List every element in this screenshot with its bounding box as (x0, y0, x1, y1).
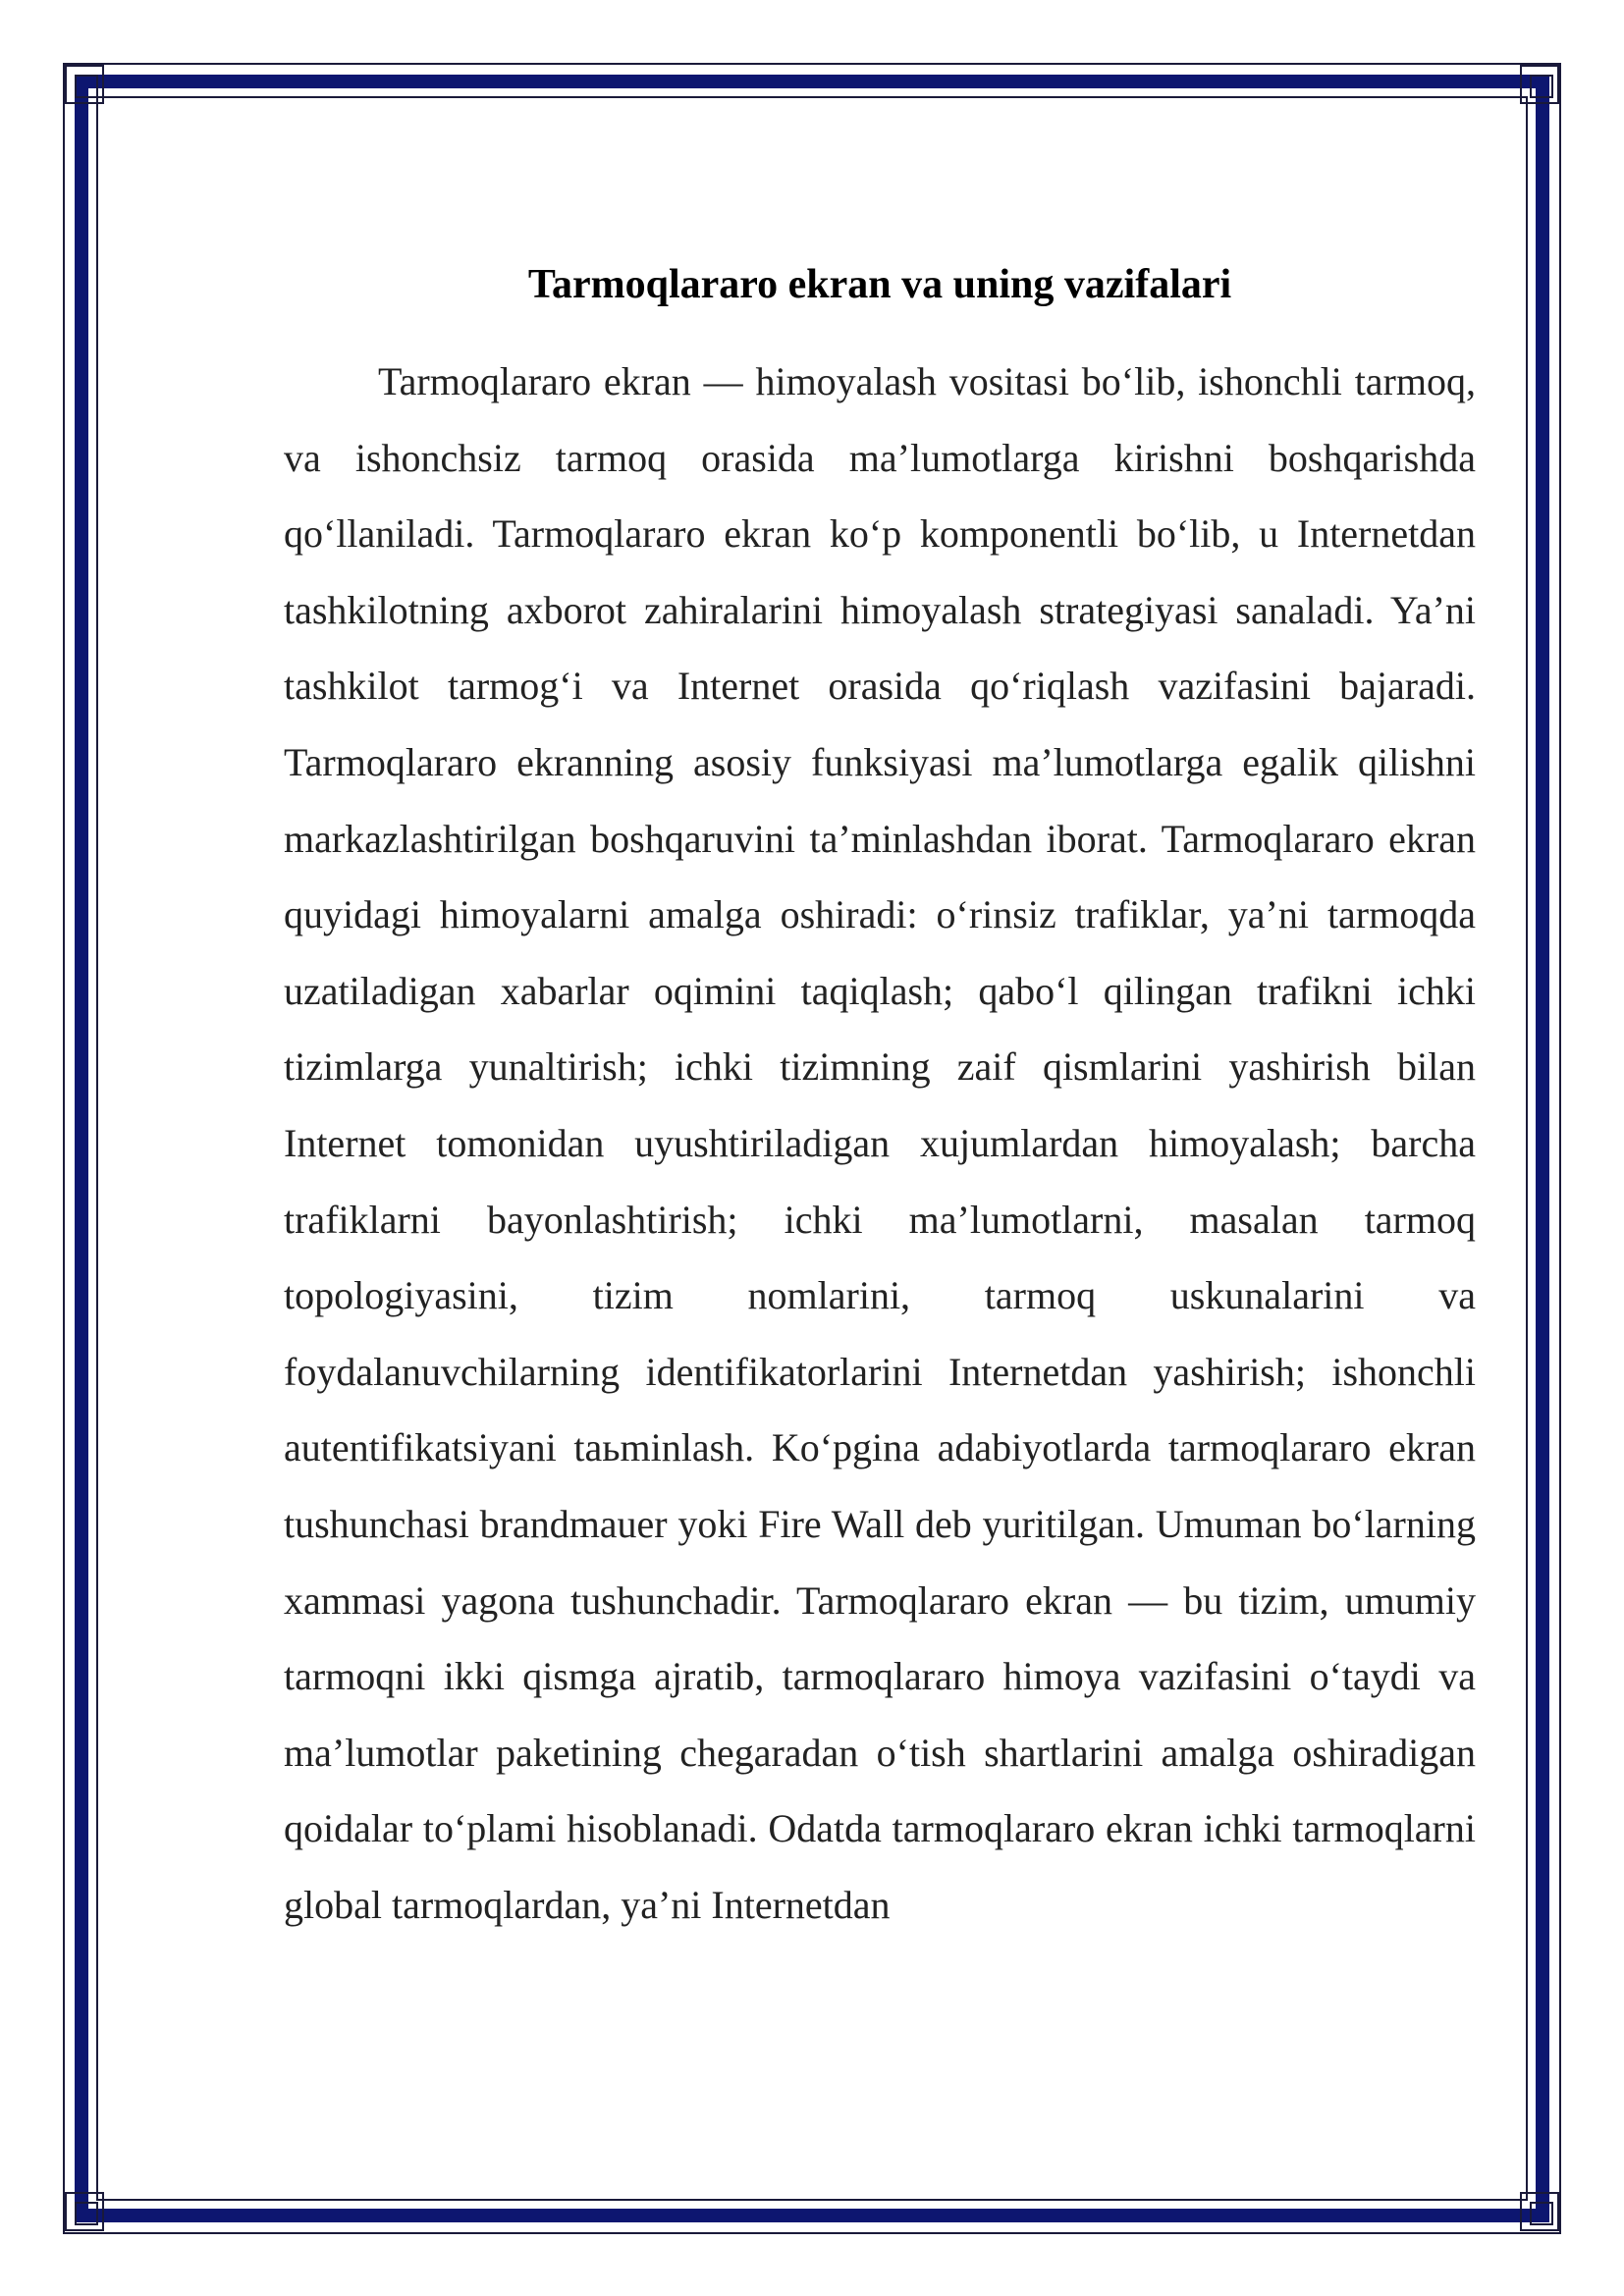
corner-ornament-top-right (1520, 65, 1559, 104)
document-title: Tarmoqlararo ekran va uning vazifalari (527, 262, 1232, 307)
body-paragraph: Tarmoqlararo ekran — himoyalash vositasi bo‘lib, ishonchli tarmoq, va ishonchsiz tarmoq orasida ma’lumotlarga kirishni boshqarishda qo‘llaniladi. Tarmoqlararo ekran ko‘p komponentli bo‘lib, u Internetdan tashkilotning axborot zahiralarini himoyalash strategiyasi sanaladi. Ya’ni tashkilot tarmog‘i va Internet orasida qo‘riqlash vazifasini bajaradi. Tarmoqlararo ekranning asosiy funksiyasi ma’lumotlarga egalik qilishni markazlashtirilgan boshqaruvini ta’minlashdan iborat. Tarmoqlararo ekran quyidagi himoyalarni amalga oshiradi: o‘rinsiz trafiklar, ya’ni tarmoqda uzatiladigan xabarlar oqimini taqiqlash; qabo‘l qilingan trafikni ichki tizimlarga yunaltirish; ichki tizimning zaif qismlarini yashirish bilan Internet tomonidan uyushtiriladigan xujumlardan himoyalash; barcha trafiklarni bayonlashtirish; ichki ma’lumotlarni, masalan tarmoq topologiyasini, tizim nomlarini, tarmoq uskunalarini va foydalanuvchilarning identifikatorlarini Internetdan yashirish; ishonchli autentifikatsiyani taьminlash. Ko‘pgina adabiyotlarda tarmoqlararo ekran tushunchasi brandmauer yoki Fire Wall deb yuritilgan. Umuman bo‘larning xammasi yagona tushunchadir. Tarmoqlararo ekran — bu tizim, umumiy tarmoqni ikki qismga ajratib, tarmoqlararo himoya vazifasini o‘taydi va ma’lumotlar paketining chegaradan o‘tish shartlarini amalga oshiradigan qoidalar to‘plami hisoblanadi. Odatda tarmoqlararo ekran ichki tarmoqlarni global tarmoqlardan, ya’ni Internetdan (284, 359, 1476, 1927)
corner-ornament-bottom-left (65, 2192, 104, 2231)
corner-ornament-bottom-right (1520, 2192, 1559, 2231)
document-content (284, 245, 1476, 1943)
corner-ornament-top-left (65, 65, 104, 104)
